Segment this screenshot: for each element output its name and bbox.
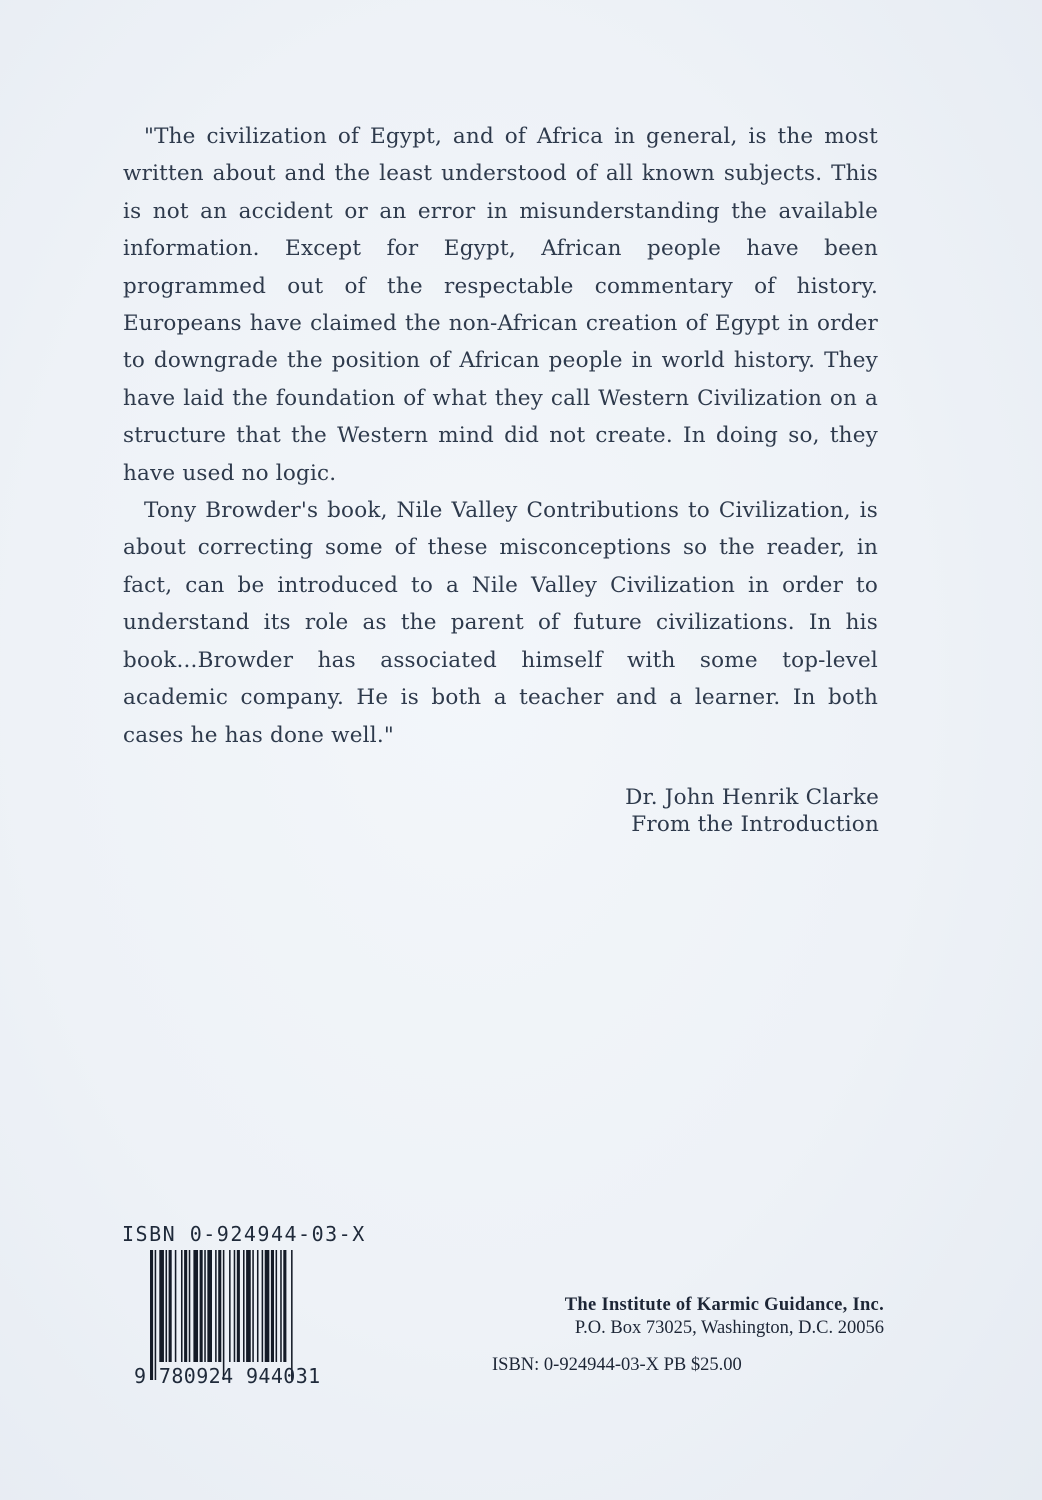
attribution-author: Dr. John Henrik Clarke [625,785,879,810]
barcode-bars [148,1250,328,1380]
barcode-isbn-label: ISBN 0-924944-03-X [122,1222,366,1246]
publisher-address: P.O. Box 73025, Washington, D.C. 20056 [574,1318,884,1338]
isbn-price: ISBN: 0-924944-03-X PB $25.00 [492,1355,742,1375]
barcode [134,1250,334,1390]
back-cover-quote [123,118,878,754]
quote-paragraph-1: "The civilization of Egypt, and of Africa in general, is the most written about and the least understood of all known subjects. This is not an accident or an error in misunderstanding the available information. Except for Egypt, African people have been programmed out of the respectable commentary of history. Europeans have claimed the non-African creation of Egypt in order to downgrade the position of African people in world history. They have laid the foundation of what they call Western Civilization on a structure that the Western mind did not create. In doing so, they have used no logic. [123,124,878,486]
attribution-source: From the Introduction [631,812,879,837]
publisher-block [565,1294,884,1340]
quote-paragraph-2: Tony Browder's book, Nile Valley Contributions to Civilization, is about correcting some of these misconceptions so the reader, in fact, can be introduced to a Nile Valley Civilization in order to understand its role as the parent of future civilizations. In his book...Browder has associated himself with some top-level academic company. He is both a teacher and a learner. In both cases he has done well." [123,498,878,748]
quote-attribution [625,784,879,838]
barcode-digits: 9 780924 944031 [134,1364,321,1388]
publisher-name: The Institute of Karmic Guidance, Inc. [564,1295,884,1315]
